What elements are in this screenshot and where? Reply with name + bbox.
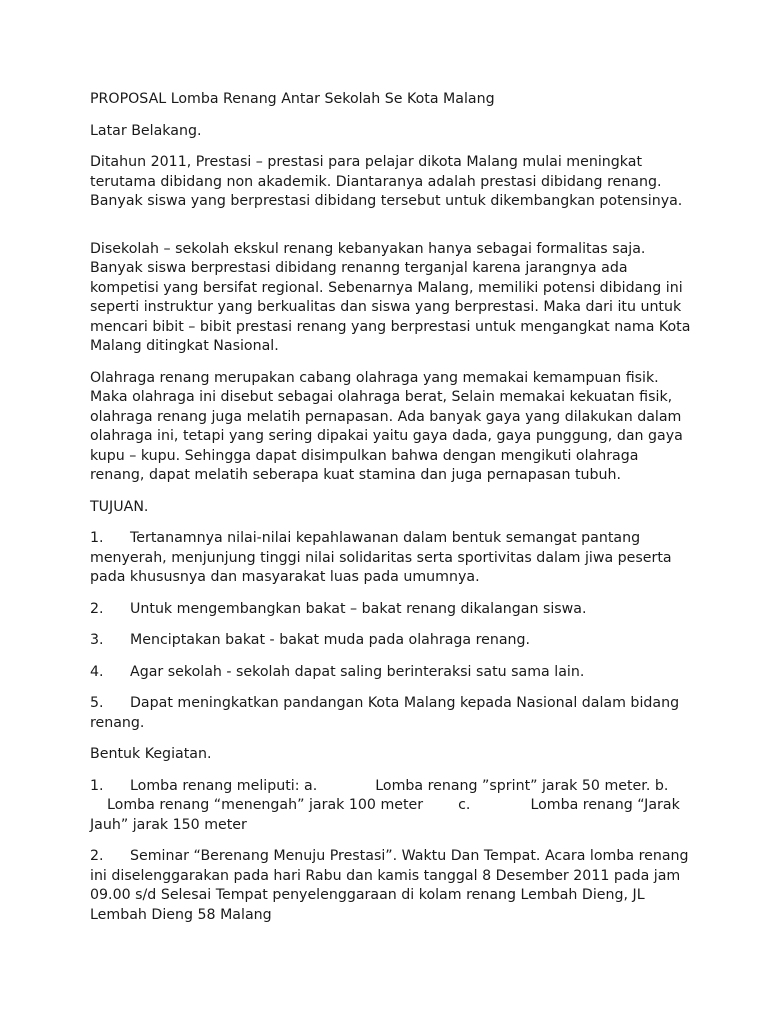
list-number: 1. [90, 777, 104, 794]
list-number: 1. [90, 530, 104, 546]
spacer [90, 517, 690, 529]
text-line: Lembah Dieng 58 Malang [90, 906, 272, 923]
text-line: Banyak siswa berprestasi dibidang renanng terganjal karena jarangnya ada [90, 260, 628, 276]
spacer [90, 357, 690, 369]
spacer [90, 682, 690, 694]
text-line [90, 796, 690, 816]
spacer [90, 651, 690, 663]
text-line: Malang ditingkat Nasional. [90, 338, 279, 354]
text-line: renang, dapat melatih seberapa kuat stamina dan juga pernapasan tubuh. [90, 467, 622, 483]
spacer [90, 619, 690, 631]
spacer [90, 588, 690, 600]
text-line: Agar sekolah - sekolah dapat saling berinteraksi satu sama lain. [130, 663, 585, 680]
text-line: renang. [90, 714, 145, 731]
tujuan-item-3 [90, 631, 690, 651]
list-number: 3. [90, 632, 104, 648]
spacer [90, 733, 690, 745]
text-line: Disekolah – sekolah ekskul renang kebanyakan hanya sebagai formalitas saja. [90, 240, 646, 257]
text-segment: Lomba renang “menengah” jarak 100 meter [107, 797, 424, 813]
text-line: Dapat meningkatkan pandangan Kota Malang kepada Nasional dalam bidang [130, 695, 680, 711]
document-title: PROPOSAL Lomba Renang Antar Sekolah Se Kota Malang [90, 91, 495, 107]
text-line [90, 777, 690, 797]
text-line: ini diselenggarakan pada hari Rabu dan kamis tanggal 8 Desember 2011 pada jam [90, 867, 681, 884]
spacer [90, 212, 690, 240]
text-line: menyerah, menjunjung tinggi nilai solidaritas serta sportivitas dalam jiwa peserta [90, 549, 672, 566]
text-line: seperti instruktur yang berkualitas dan siswa yang berprestasi. Maka dari itu untuk [90, 299, 682, 315]
latar-paragraph-1 [90, 153, 690, 212]
text-line: Menciptakan bakat - bakat muda pada olahraga renang. [130, 632, 531, 648]
text-line: kompetisi yang bersifat regional. Sebenarnya Malang, memiliki potensi dibidang ini [90, 279, 683, 296]
spacer [90, 835, 690, 847]
spacer [90, 765, 690, 777]
latar-paragraph-3 [90, 369, 690, 486]
text-line: Seminar “Berenang Menuju Prestasi”. Waktu Dan Tempat. Acara lomba renang [130, 848, 689, 864]
text-line: Tertanamnya nilai-nilai kepahlawanan dalam bentuk semangat pantang [130, 530, 641, 546]
text-line: terutama dibidang non akademik. Diantaranya adalah prestasi dibidang renang. [90, 173, 662, 190]
text-line: kupu – kupu. Sehingga dapat disimpulkan bahwa dengan mengikuti olahraga [90, 447, 639, 464]
text-segment: c. [458, 797, 471, 813]
text-line: olahraga renang juga melatih pernapasan. Ada banyak gaya yang dilakukan dalam [90, 408, 682, 425]
text-segment: Lomba renang “Jarak [530, 797, 680, 813]
text-line: Banyak siswa yang berprestasi dibidang tersebut untuk dikembangkan potensinya. [90, 193, 683, 209]
list-number: 2. [90, 600, 104, 617]
section-heading-latar-belakang: Latar Belakang. [90, 122, 202, 139]
text-line: Olahraga renang merupakan cabang olahraga yang memakai kemampuan fisik. [90, 369, 659, 386]
latar-paragraph-2 [90, 240, 690, 357]
text-line: Ditahun 2011, Prestasi – prestasi para pelajar dikota Malang mulai meningkat [90, 154, 643, 170]
bentuk-item-1 [90, 777, 690, 836]
text-segment: Lomba renang ”sprint” jarak 50 meter. b. [375, 777, 669, 794]
text-line: pada khususnya dan masyarakat luas pada umumnya. [90, 569, 480, 585]
tujuan-item-4 [90, 663, 690, 683]
tujuan-item-2 [90, 600, 690, 620]
text-line: 09.00 s/d Selesai Tempat penyelenggaraan di kolam renang Lembah Dieng, JL [90, 887, 645, 903]
text-line: mencari bibit – bibit prestasi renang yang berprestasi untuk mengangkat nama Kota [90, 318, 691, 335]
text-line: olahraga ini, tetapi yang sering dipakai yaitu gaya dada, gaya punggung, dan gaya [90, 428, 683, 444]
spacer [90, 141, 690, 153]
text-line: Jauh” jarak 150 meter [90, 816, 247, 833]
text-line: Maka olahraga ini disebut sebagai olahraga berat, Selain memakai kekuatan fisik, [90, 389, 673, 405]
spacer [90, 486, 690, 498]
text-segment: Lomba renang meliputi: a. [130, 777, 318, 794]
text-line: Untuk mengembangkan bakat – bakat renang dikalangan siswa. [130, 600, 587, 617]
bentuk-item-2 [90, 847, 690, 925]
list-number: 4. [90, 663, 104, 680]
document-page [90, 90, 690, 925]
list-number: 2. [90, 848, 104, 864]
spacer [90, 110, 690, 122]
section-heading-bentuk-kegiatan: Bentuk Kegiatan. [90, 746, 212, 762]
list-number: 5. [90, 695, 104, 711]
tujuan-item-1 [90, 529, 690, 588]
tujuan-item-5 [90, 694, 690, 733]
section-heading-tujuan: TUJUAN. [90, 498, 149, 515]
